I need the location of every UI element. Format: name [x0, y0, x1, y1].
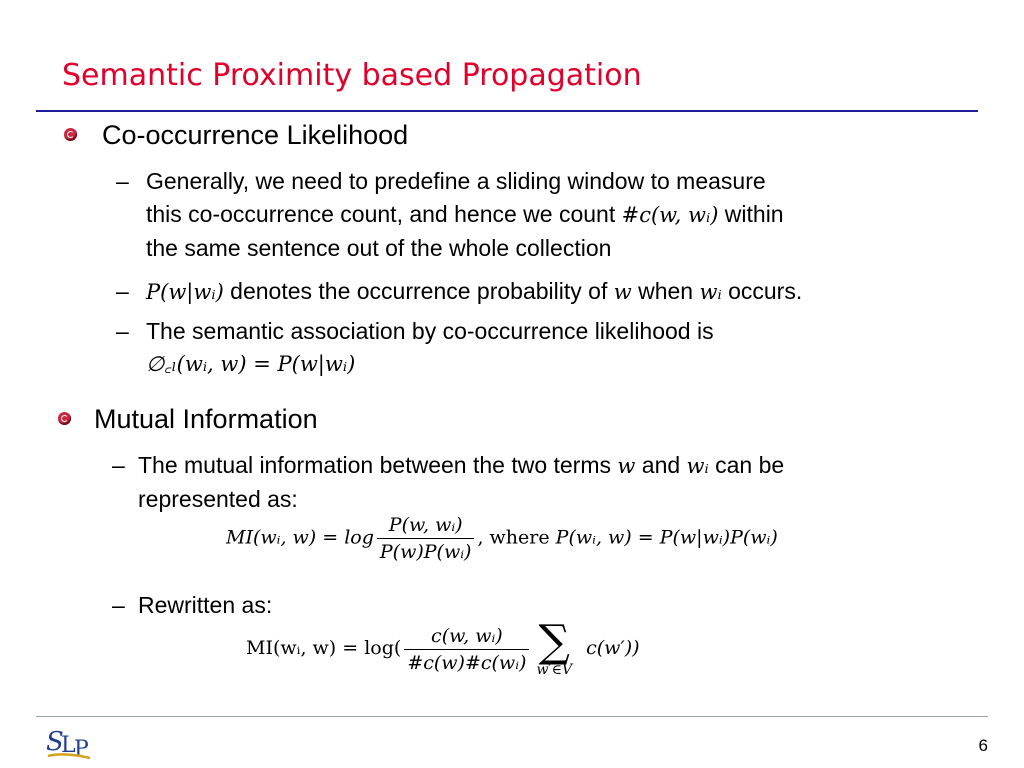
dash-marker: – [116, 168, 129, 194]
svg-text:P: P [74, 737, 89, 762]
dash-marker: – [112, 452, 125, 478]
footer-divider [36, 716, 988, 717]
fraction-denominator: P(w)P(wᵢ) [379, 541, 472, 563]
mi-item-1 [138, 449, 978, 516]
summation-subscript: w′∈V [536, 662, 573, 678]
equation-tail: c(w′)) [586, 637, 640, 659]
item-line: represented as: [138, 486, 298, 512]
bullet-swirl-icon [58, 412, 71, 425]
item-line [138, 449, 978, 483]
equation-fraction [377, 514, 475, 563]
item-text: occurs. [721, 278, 803, 304]
fraction-numerator: P(w, wᵢ) [377, 514, 475, 539]
item-line [146, 198, 966, 232]
title-divider [36, 110, 978, 112]
fraction-numerator: c(w, wᵢ) [404, 625, 529, 650]
equation-mutual-information [226, 514, 778, 563]
slp-logo-icon [44, 722, 94, 762]
equation-lhs: MI(wᵢ, w) = log [226, 526, 374, 549]
summation [536, 616, 573, 678]
svg-text:L: L [61, 733, 76, 758]
dash-marker: – [116, 278, 129, 304]
item-line: the same sentence out of the whole collection [146, 235, 612, 261]
math-count: #c(w, wᵢ) [621, 203, 719, 227]
math-association: ∅꜀ₗ(wᵢ, w) = P(w|wᵢ) [146, 352, 356, 376]
cooccurrence-item-2 [146, 275, 986, 309]
page-number: 6 [978, 736, 988, 755]
equation-mi-rewritten [246, 616, 640, 678]
fraction-denominator: #c(w)#c(wᵢ) [407, 651, 527, 674]
math-wi: wᵢ [686, 454, 709, 478]
cooccurrence-item-3 [146, 315, 966, 381]
item-line: Generally, we need to predefine a sliding window to measure [146, 168, 766, 194]
equation-lhs: MI(wᵢ, w) = log( [246, 637, 402, 659]
slide-title: Semantic Proximity based Propagation [62, 58, 642, 93]
math-wi: wᵢ [699, 280, 722, 304]
item-text: this co-occurrence count, and hence we count [146, 201, 622, 227]
math-w: w [613, 280, 632, 304]
math-w: w [617, 454, 636, 478]
section-heading-cooccurrence: Co-occurrence Likelihood [102, 120, 409, 150]
item-text: when [631, 278, 700, 304]
section-heading-mutual-information: Mutual Information [94, 404, 318, 434]
item-text: denotes the occurrence probability of [223, 278, 614, 304]
dash-marker: – [112, 592, 125, 618]
math-conditional-prob: P(w|wᵢ) [146, 280, 224, 304]
equation-where: , where [477, 526, 556, 549]
item-text: within [718, 201, 784, 227]
bullet-swirl-icon [64, 128, 77, 141]
equation-fraction [404, 625, 529, 674]
item-text: can be [708, 452, 785, 478]
cooccurrence-item-1 [146, 165, 966, 265]
sigma-symbol: ∑ [538, 616, 570, 667]
dash-marker: – [116, 318, 129, 344]
equation-rhs: P(wᵢ, w) = P(w|wᵢ)P(wᵢ) [555, 526, 778, 549]
mi-item-2: Rewritten as: [138, 592, 273, 618]
item-text: The mutual information between the two terms [138, 452, 618, 478]
svg-text:S: S [46, 727, 64, 757]
item-text: and [635, 452, 687, 478]
item-line: The semantic association by co-occurrence likelihood is [146, 318, 714, 344]
